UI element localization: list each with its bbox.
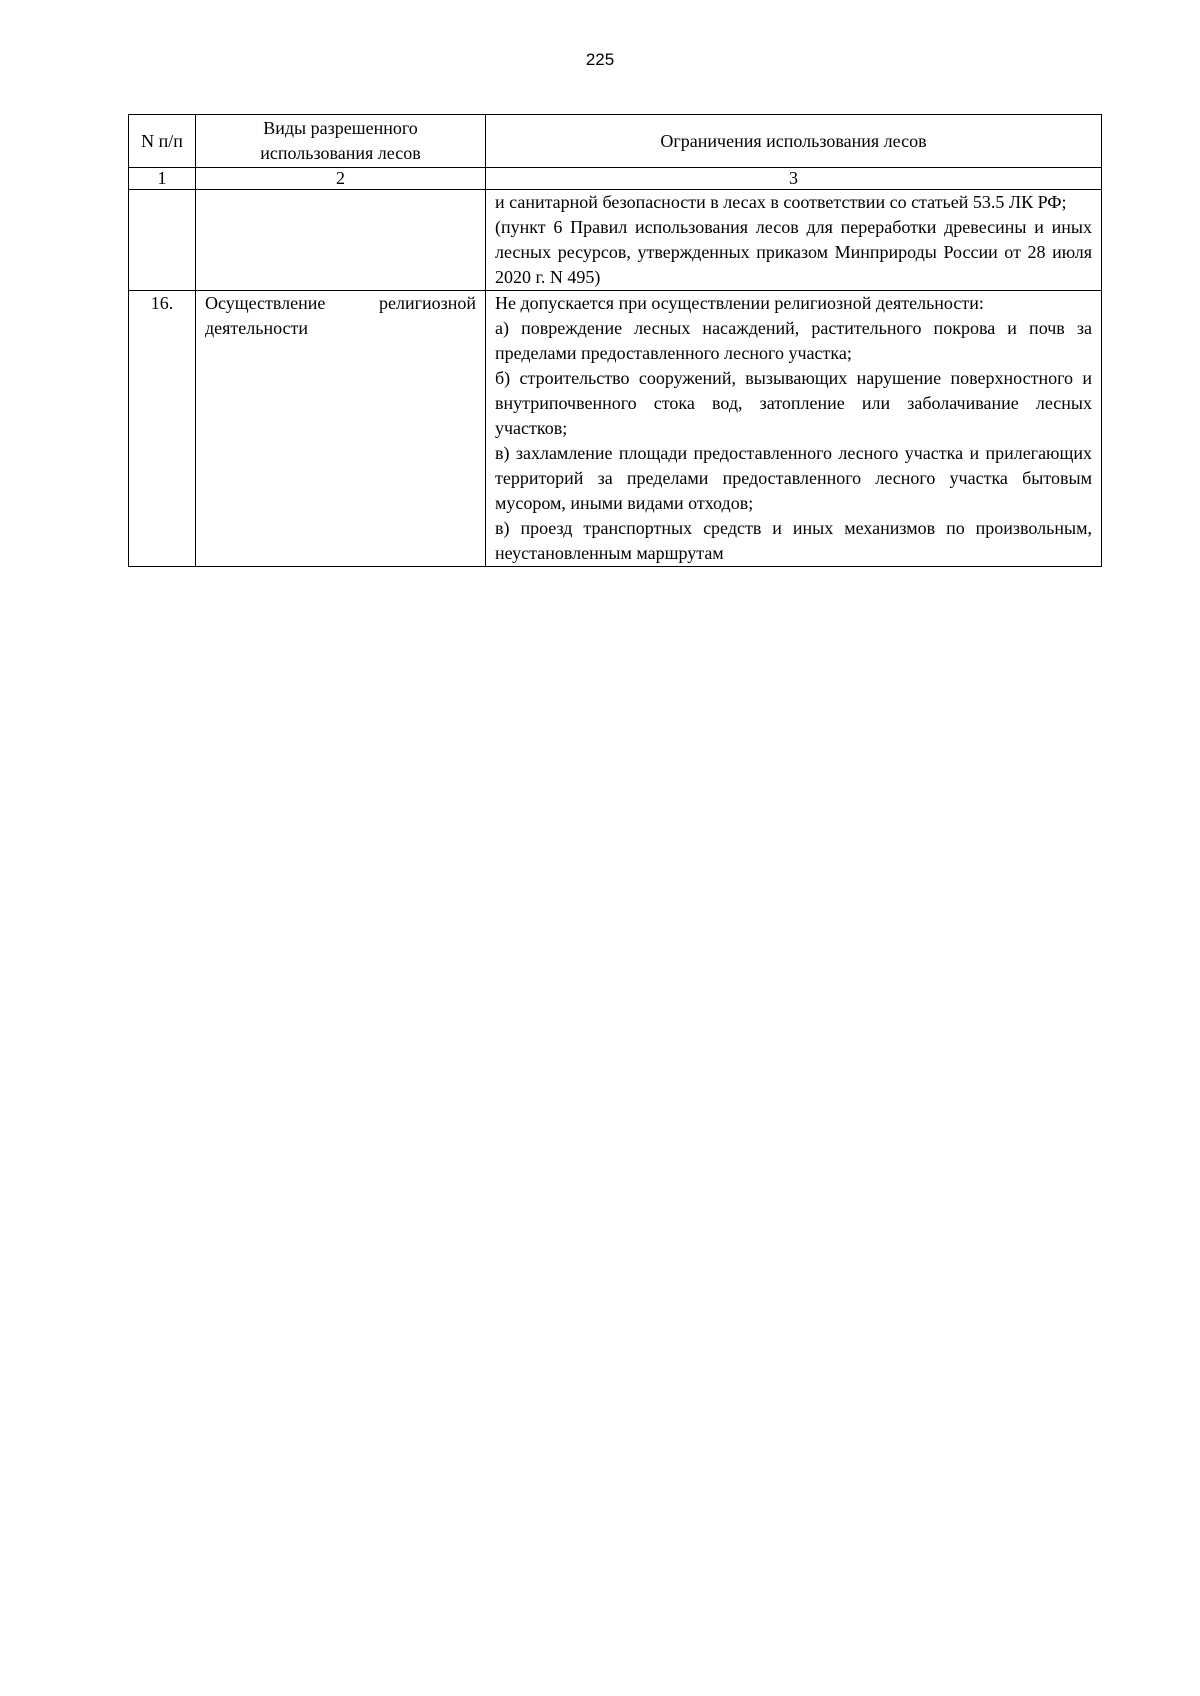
table-row: [129, 190, 1102, 291]
header-kind: Виды разрешенного использования лесов: [196, 115, 486, 168]
row-kind: Осуществление религиозной деятельности: [196, 291, 486, 567]
restriction-paragraph: Не допускается при осуществлении религиозной деятельности:: [495, 293, 984, 313]
restriction-paragraph: а) повреждение лесных насаждений, растительного покрова и почв за пределами предоставленного лесного участка;: [495, 318, 1092, 363]
page-number: 225: [585, 50, 615, 69]
restriction-paragraph: в) захламление площади предоставленного лесного участка и прилегающих территорий за пределами предоставленного лесного участка бытовым мусором, иными видами отходов;: [495, 443, 1092, 513]
header-num: N п/п: [129, 115, 196, 168]
column-index: 2: [196, 168, 486, 190]
restriction-paragraph: б) строительство сооружений, вызывающих нарушение поверхностного и внутрипочвенного стока вод, затопление или заболачивание лесных участков;: [495, 368, 1092, 438]
column-index: 3: [486, 168, 1102, 190]
restriction-paragraph: в) проезд транспортных средств и иных механизмов по произвольным, неустановленным маршрутам: [495, 518, 1092, 563]
restriction-paragraph: и санитарной безопасности в лесах в соответствии со статьей 53.5 ЛК РФ;: [495, 192, 1067, 212]
header-restrictions: Ограничения использования лесов: [486, 115, 1102, 168]
table-row: [129, 291, 1102, 567]
restriction-paragraph: (пункт 6 Правил использования лесов для переработки древесины и иных лесных ресурсов, утвержденных приказом Минприроды России от 28 июля 2020 г. N 495): [495, 217, 1092, 287]
restrictions-table: [128, 114, 1102, 567]
column-index-row: [129, 168, 1102, 190]
row-number: [129, 190, 196, 291]
column-index: 1: [129, 168, 196, 190]
row-restrictions: [486, 291, 1102, 567]
row-restrictions: [486, 190, 1102, 291]
row-number: 16.: [129, 291, 196, 567]
row-kind: [196, 190, 486, 291]
table-header-row: [129, 115, 1102, 168]
